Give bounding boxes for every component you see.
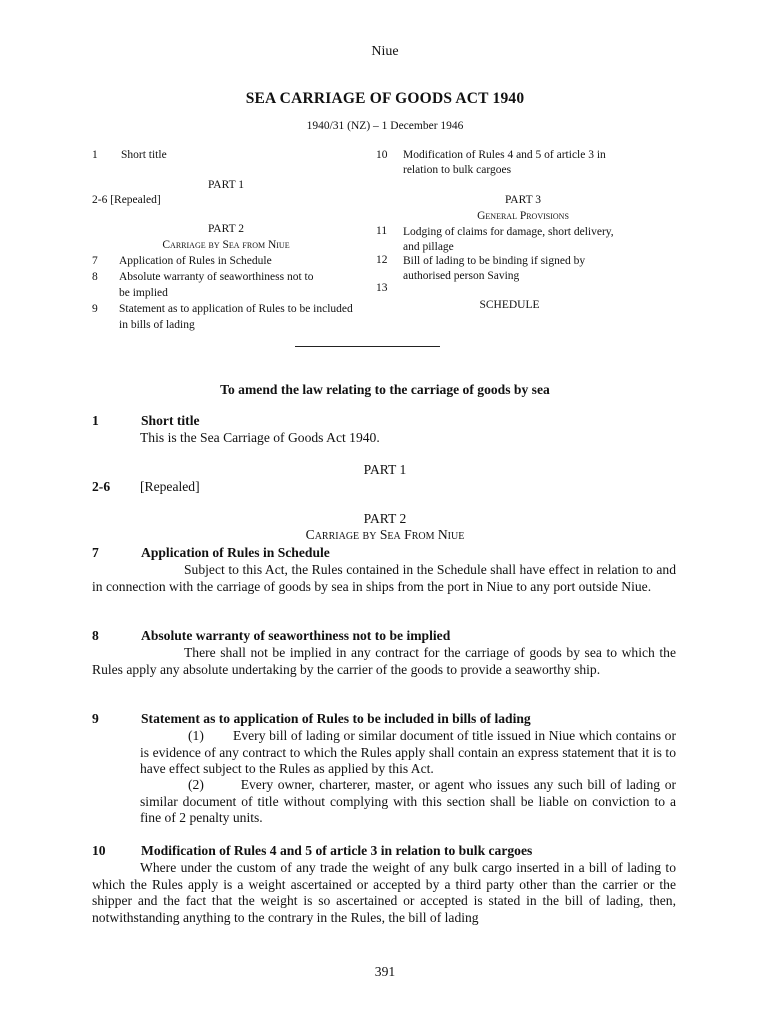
toc-part-1: PART 1: [207, 179, 245, 191]
section-text: [92, 645, 676, 678]
toc-item-warranty-line1[interactable]: Absolute warranty of seaworthiness not to: [119, 271, 314, 283]
toc-divider: [295, 346, 440, 347]
subsection-body: Every owner, charterer, master, or agent who issues any such bill of lading or similar document of title without complying with this section shall be liable on conviction to a fine of 2 penalty units.: [140, 777, 677, 826]
section-number: 10: [92, 843, 106, 858]
section-number: 2-6: [92, 479, 111, 494]
toc-item-number: 12: [376, 254, 388, 266]
toc-item-number: 7: [92, 255, 98, 267]
toc-schedule[interactable]: SCHEDULE: [479, 299, 540, 311]
toc-item-lodging-line2[interactable]: and pillage: [403, 241, 454, 253]
section-text: [92, 860, 676, 926]
subsection-body: Every bill of lading or similar document of title issued in Niue which contains or is evidence of any contract to which the Rules apply shall contain an express statement that it is to have effect subject to the Rules as applied by this Act.: [140, 728, 676, 777]
toc-item-warranty-line2[interactable]: be implied: [119, 287, 168, 299]
toc-item-number: 13: [376, 282, 388, 294]
section-title: Application of Rules in Schedule: [141, 545, 330, 560]
section-text: [92, 562, 676, 595]
toc-part-2-heading: Carriage by Sea from Niue: [162, 239, 290, 251]
toc-part-3: PART 3: [504, 194, 542, 206]
toc-item-number: 11: [376, 225, 388, 237]
toc-part-2: PART 2: [207, 223, 245, 235]
section-number: 9: [92, 711, 99, 726]
section-number: 1: [92, 413, 99, 428]
running-header: Niue: [371, 44, 399, 59]
toc-item-short-title[interactable]: Short title: [121, 149, 167, 161]
toc-item-modification-line1[interactable]: Modification of Rules 4 and 5 of article 3 in: [403, 149, 606, 161]
part-heading: PART 1: [363, 462, 407, 477]
toc-item-number: 10: [376, 149, 388, 161]
section-body: There shall not be implied in any contract for the carriage of goods by sea to which the Rules apply any absolute undertaking by the carrier of the goods to provide a seaworthy ship.: [92, 645, 676, 677]
toc-item-number: 8: [92, 271, 98, 283]
part-subheading: Carriage by Sea From Niue: [305, 527, 465, 542]
page-subtitle: 1940/31 (NZ) – 1 December 1946: [306, 120, 464, 132]
section-title: Absolute warranty of seaworthiness not to be implied: [141, 628, 451, 643]
section-text: [Repealed]: [140, 479, 200, 494]
toc-item-application-of-rules[interactable]: Application of Rules in Schedule: [119, 255, 272, 267]
toc-item-repealed[interactable]: 2-6 [Repealed]: [92, 194, 161, 206]
section-title: Short title: [141, 413, 200, 428]
section-text: This is the Sea Carriage of Goods Act 1940.: [140, 430, 380, 445]
toc-item-bill-binding-line2[interactable]: authorised person Saving: [403, 270, 520, 282]
subsection-number: (1): [188, 728, 204, 743]
page-number: 391: [374, 964, 396, 979]
section-title: Modification of Rules 4 and 5 of article 3 in relation to bulk cargoes: [141, 843, 533, 858]
section-number: 8: [92, 628, 99, 643]
toc-item-bill-binding-line1[interactable]: Bill of lading to be binding if signed by: [403, 255, 586, 267]
section-number: 7: [92, 545, 99, 560]
toc-item-statement-line2[interactable]: in bills of lading: [119, 319, 195, 331]
subsection-1: [140, 728, 676, 778]
subsection-2: [140, 777, 676, 827]
toc-item-modification-line2[interactable]: relation to bulk cargoes: [403, 164, 512, 176]
page-title: SEA CARRIAGE OF GOODS ACT 1940: [245, 90, 525, 107]
section-body: Subject to this Act, the Rules contained in the Schedule shall have effect in relation to and in connection with the carriage of goods by sea in ships from the port in Niue to any port outside Niue.: [92, 562, 676, 594]
section-body: Where under the custom of any trade the weight of any bulk cargo inserted in a bill of lading to which the Rules apply is a weight ascertained or accepted by a third party other than the carrier or the shipper and the fact that the weight is so ascertained or accepted is stated in the bill of lading, then, notwithstanding anything to the contrary in the Rules, the bill of lading: [92, 860, 676, 925]
long-title: To amend the law relating to the carriage of goods by sea: [220, 382, 550, 397]
section-title: Statement as to application of Rules to be included in bills of lading: [141, 711, 531, 726]
toc-item-statement-line1[interactable]: Statement as to application of Rules to be included: [119, 303, 353, 315]
part-heading: PART 2: [363, 511, 407, 526]
toc-item-number: 9: [92, 303, 98, 315]
subsection-number: (2): [188, 777, 204, 792]
toc-item-number: 1: [92, 149, 98, 161]
toc-item-lodging-line1[interactable]: Lodging of claims for damage, short delivery,: [403, 226, 614, 238]
toc-part-3-heading: General Provisions: [477, 210, 569, 222]
